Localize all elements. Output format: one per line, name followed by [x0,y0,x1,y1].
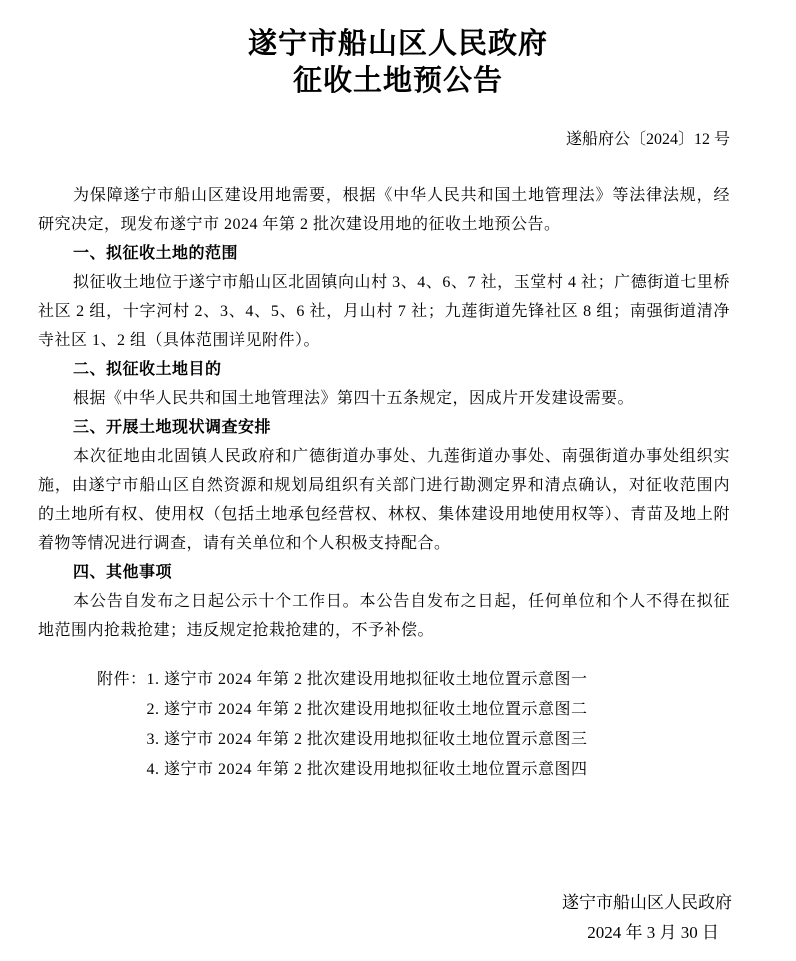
attachment-item-2: 2. 遂宁市 2024 年第 2 批次建设用地拟征收土地位置示意图二 [146,701,588,718]
document-title-line-1: 遂宁市船山区人民政府 [247,28,548,60]
attachment-item-1: 1. 遂宁市 2024 年第 2 批次建设用地拟征收土地位置示意图一 [146,671,588,688]
section-3-heading: 三、开展土地现状调查安排 [73,419,272,436]
attachments-list [147,665,588,785]
attachments-block [38,665,730,785]
section-4-heading: 四、其他事项 [73,564,173,581]
document-body [38,181,730,645]
section-1-paragraph: 拟征收土地位于遂宁市船山区北固镇向山村 3、4、6、7 社，玉堂村 4 社；广德街道七里桥社区 2 组，十字河村 2、3、4、5、6 社，月山村 7 社；九莲街道先锋社区 8 组；南强街道清净寺社区 1、2 组（具体范围详见附件）。 [38,274,730,349]
section-2-heading: 二、拟征收土地目的 [73,361,222,378]
signature-date: 2024 年 3 月 30 日 [587,923,719,942]
intro-paragraph: 为保障遂宁市船山区建设用地需要，根据《中华人民共和国土地管理法》等法律法规，经研究决定，现发布遂宁市 2024 年第 2 批次建设用地的征收土地预公告。 [38,187,730,233]
section-2-paragraph: 根据《中华人民共和国土地管理法》第四十五条规定，因成片开发建设需要。 [73,390,635,407]
attachment-item-4: 4. 遂宁市 2024 年第 2 批次建设用地拟征收土地位置示意图四 [146,761,588,778]
signature-authority: 遂宁市船山区人民政府 [562,893,732,912]
attachment-item-3: 3. 遂宁市 2024 年第 2 批次建设用地拟征收土地位置示意图三 [146,731,588,748]
section-3-paragraph: 本次征地由北固镇人民政府和广德街道办事处、九莲街道办事处、南强街道办事处组织实施，由遂宁市船山区自然资源和规划局组织有关部门进行勘测定界和清点确认，对征收范围内的土地所有权、使用权（包括土地承包经营权、林权、集体建设用地使用权等）、青苗及地上附着物等情况进行调查，请有关单位和个人积极支持配合。 [38,448,730,552]
document-title [0,26,796,100]
document-title-line-2: 征收土地预公告 [292,65,503,97]
document-number: 遂船府公〔2024〕12 号 [565,131,730,148]
signature-block [0,888,796,948]
section-1-heading: 一、拟征收土地的范围 [73,245,239,262]
attachments-label: 附件： [97,671,147,688]
section-4-paragraph: 本公告自发布之日起公示十个工作日。本公告自发布之日起，任何单位和个人不得在拟征地范围内抢栽抢建；违反规定抢栽抢建的，不予补偿。 [38,593,730,639]
